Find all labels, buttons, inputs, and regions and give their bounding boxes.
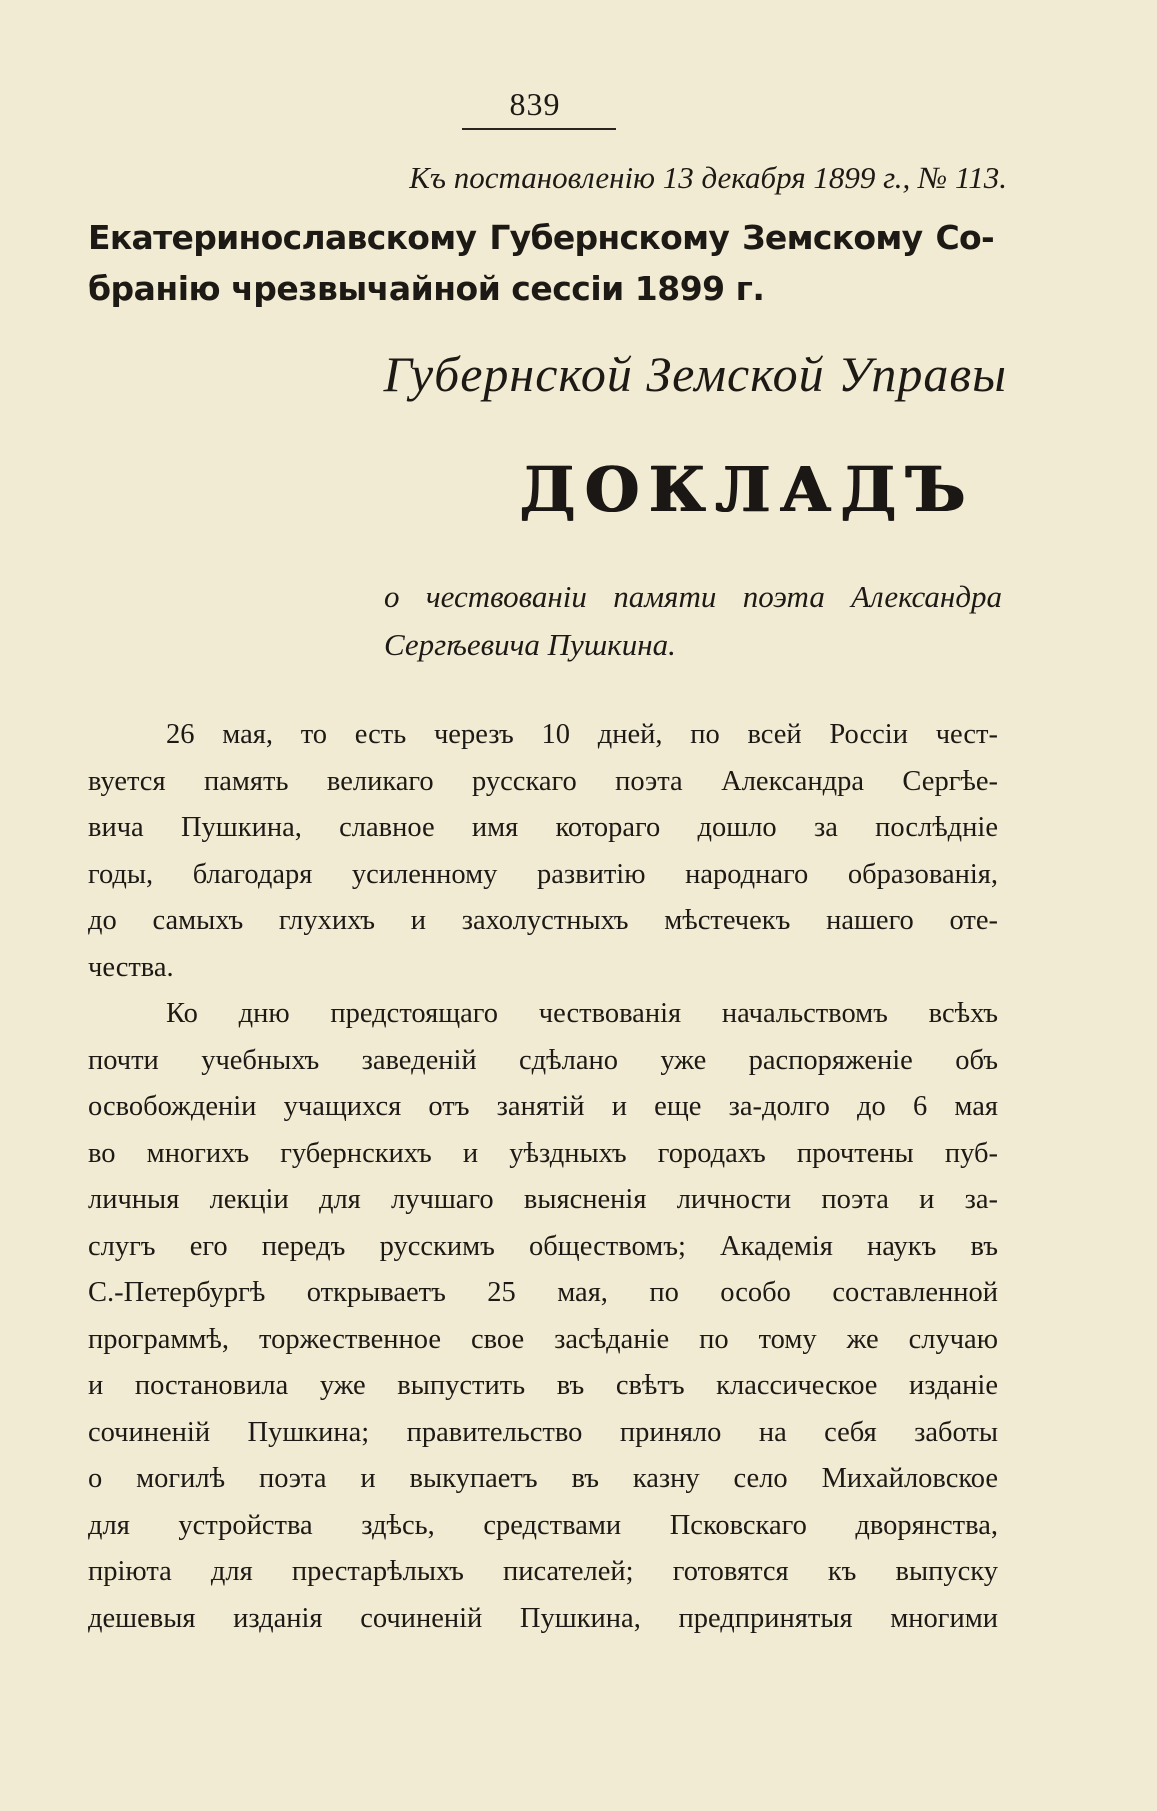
paragraph-2 — [88, 991, 998, 1642]
text-line: пріюта для престарѣлыхъ писателей; готовятся къ выпуску — [88, 1556, 998, 1587]
subject-line: Сергѣевича Пушкина. — [384, 627, 676, 662]
text-line: вича Пушкина, славное имя котораго дошло за послѣдніе — [88, 812, 998, 843]
text-line: сочиненій Пушкина; правительство приняло на себя заботы — [88, 1416, 998, 1448]
text-line: почти учебныхъ заведеній сдѣлано уже распоряженіе объ — [88, 1044, 998, 1076]
text-line: программѣ, торжественное свое засѣданіе по тому же случаю — [88, 1323, 998, 1355]
text-line: и постановила уже выпустить въ свѣтъ классическое изданіе — [88, 1370, 998, 1401]
text-line: С.-Петербургѣ открываетъ 25 мая, по особо составленной — [88, 1277, 998, 1308]
subject-line: о чествованіи памяти поэта Александра — [384, 579, 1002, 614]
body-text — [88, 712, 998, 1642]
addressee-line: бранію чрезвычайной сессіи 1899 г. — [88, 269, 765, 308]
text-line: слугъ его передъ русскимъ обществомъ; Академія наукъ въ — [88, 1230, 998, 1262]
resolution-reference: Къ постановленію 13 декабря 1899 г., № 113. — [409, 160, 1007, 195]
addressee-heading — [88, 212, 994, 314]
page-number-rule — [462, 128, 616, 130]
text-line: чества. — [88, 951, 174, 983]
paragraph-1 — [88, 712, 998, 991]
text-line: Ко дню предстоящаго чествованія начальствомъ всѣхъ — [166, 998, 998, 1029]
subject-heading — [384, 573, 1002, 669]
page-number: 839 — [509, 86, 561, 122]
text-line: годы, благодаря усиленному развитію народнаго образованія, — [88, 858, 998, 890]
text-line: о могилѣ поэта и выкупаетъ въ казну село Михайловское — [88, 1463, 998, 1494]
text-line: личныя лекціи для лучшаго выясненія личности поэта и за- — [88, 1184, 998, 1215]
text-line: освобожденіи учащихся отъ занятій и еще за-долго до 6 мая — [88, 1091, 998, 1122]
text-line: дешевыя изданія сочиненій Пушкина, предпринятыя многими — [88, 1602, 998, 1634]
document-title: ДОКЛАДЪ — [520, 453, 976, 526]
authority-heading: Губернской Земской Управы — [383, 346, 1007, 402]
addressee-line: Екатеринославскому Губернскому Земскому Со- — [88, 218, 994, 257]
text-line: во многихъ губернскихъ и уѣздныхъ городахъ прочтены пуб- — [88, 1137, 998, 1169]
text-line: 26 мая, то есть черезъ 10 дней, по всей Россіи чест- — [166, 719, 998, 750]
text-line: до самыхъ глухихъ и захолустныхъ мѣстечекъ нашего оте- — [88, 905, 998, 936]
text-line: вуется память великаго русскаго поэта Александра Сергѣе- — [88, 765, 998, 797]
text-line: для устройства здѣсь, средствами Псковскаго дворянства, — [88, 1509, 998, 1541]
